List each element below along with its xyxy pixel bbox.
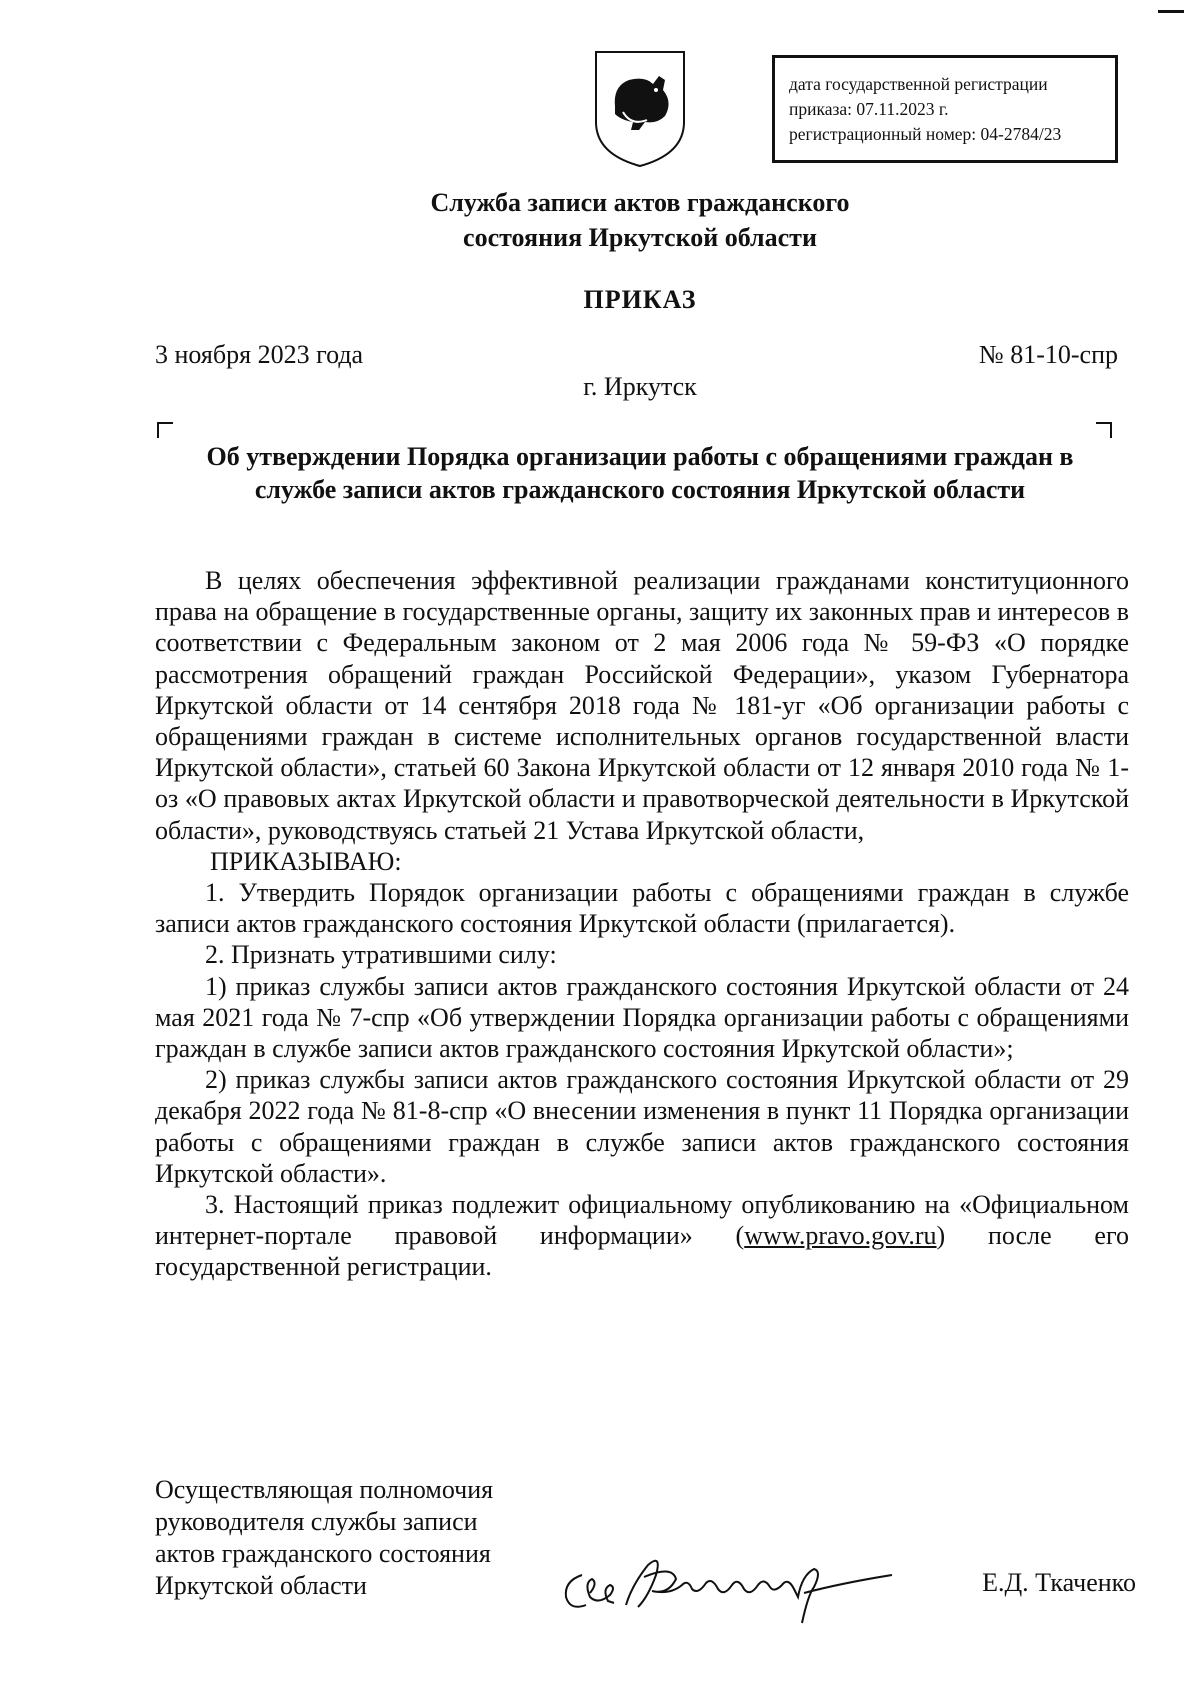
title-bracket-left: [157, 422, 173, 438]
signer-position-line: руководителя службы записи: [155, 1507, 478, 1536]
subject-line: Об утверждении Порядка организации работы с обращениями граждан в: [206, 442, 1074, 471]
subject-line: службе записи актов гражданского состояния Иркутской области: [254, 475, 1026, 504]
signer-position-line: Осуществляющая полномочия: [155, 1475, 494, 1504]
registration-date-label: дата государственной регистрации: [789, 74, 1048, 94]
document-body: [155, 565, 1129, 1283]
coat-of-arms-icon: [593, 50, 687, 168]
organization-name-line: состояния Иркутской области: [463, 223, 817, 252]
item-2-1: 1) приказ службы записи актов гражданского состояния Иркутской области от 24 мая 2021 года № 7-спр «Об утверждении Порядка организации работы с обращениями граждан в службе записи актов гражданского состояния Иркутской области»;: [155, 971, 1129, 1064]
organization-name: [150, 185, 1130, 255]
item-3-text: 3. Настоящий приказ подлежит официальному опубликованию на «Официальном интернет-портале правовой информации» (: [155, 1190, 1129, 1251]
item-3-text-end: ) после его государственной регистрации.: [155, 1221, 1129, 1282]
organization-name-line: Служба записи актов гражданского: [430, 188, 850, 217]
item-1: 1. Утвердить Порядок организации работы с обращениями граждан в службе записи актов гражданского состояния Иркутской области (прилагается).: [155, 878, 1129, 939]
item-2: 2. Признать утратившими силу:: [205, 940, 557, 970]
registration-number: регистрационный номер: 04-2784/23: [789, 124, 1062, 144]
document-subject: [150, 440, 1130, 506]
page-edge-mark: [1158, 10, 1184, 13]
order-word: ПРИКАЗЫВАЮ:: [210, 846, 402, 876]
pravo-link[interactable]: www.pravo.gov.ru: [744, 1221, 937, 1251]
registration-date-value: приказа: 07.11.2023 г.: [789, 99, 949, 119]
item-3: [155, 1189, 1129, 1283]
document-number: № 81-10-спр: [978, 340, 1118, 369]
preamble-paragraph: В целях обеспечения эффективной реализации гражданами конституционного права на обращение в государственные органы, защиту их законных прав и интересов в соответствии с Федеральным законом от 2 мая 2006 года № 59-ФЗ «О порядке рассмотрения обращений граждан Российской Федерации», указом Губернатора Иркутской области от 14 сентября 2018 года № 181-уг «Об организации работы с обращениями граждан в системе исполнительных органов государственной власти Иркутской области», статьей 60 Закона Иркутской области от 12 января 2010 года № 1-оз «О правовых актах Иркутской области и правотворческой деятельности в Иркутской области», руководствуясь статьей 21 Устава Иркутской области,: [155, 566, 1129, 845]
handwritten-signature-icon: [552, 1535, 902, 1625]
document-type: ПРИКАЗ: [583, 285, 697, 314]
signer-position: [155, 1474, 535, 1602]
document-date: 3 ноября 2023 года: [155, 340, 364, 369]
document-city: г. Иркутск: [583, 372, 697, 401]
registration-stamp: [772, 55, 1118, 163]
signer-position-line: актов гражданского состояния: [155, 1539, 491, 1568]
item-2-2: 2) приказ службы записи актов гражданского состояния Иркутской области от 29 декабря 2022 года № 81-8-спр «О внесении изменения в пункт 11 Порядка организации работы с обращениями граждан в службе записи актов гражданского состояния Иркутской области».: [155, 1065, 1129, 1188]
title-bracket-right: [1096, 422, 1112, 438]
signer-name: Е.Д. Ткаченко: [982, 1568, 1136, 1597]
signer-position-line: Иркутской области: [155, 1571, 367, 1600]
